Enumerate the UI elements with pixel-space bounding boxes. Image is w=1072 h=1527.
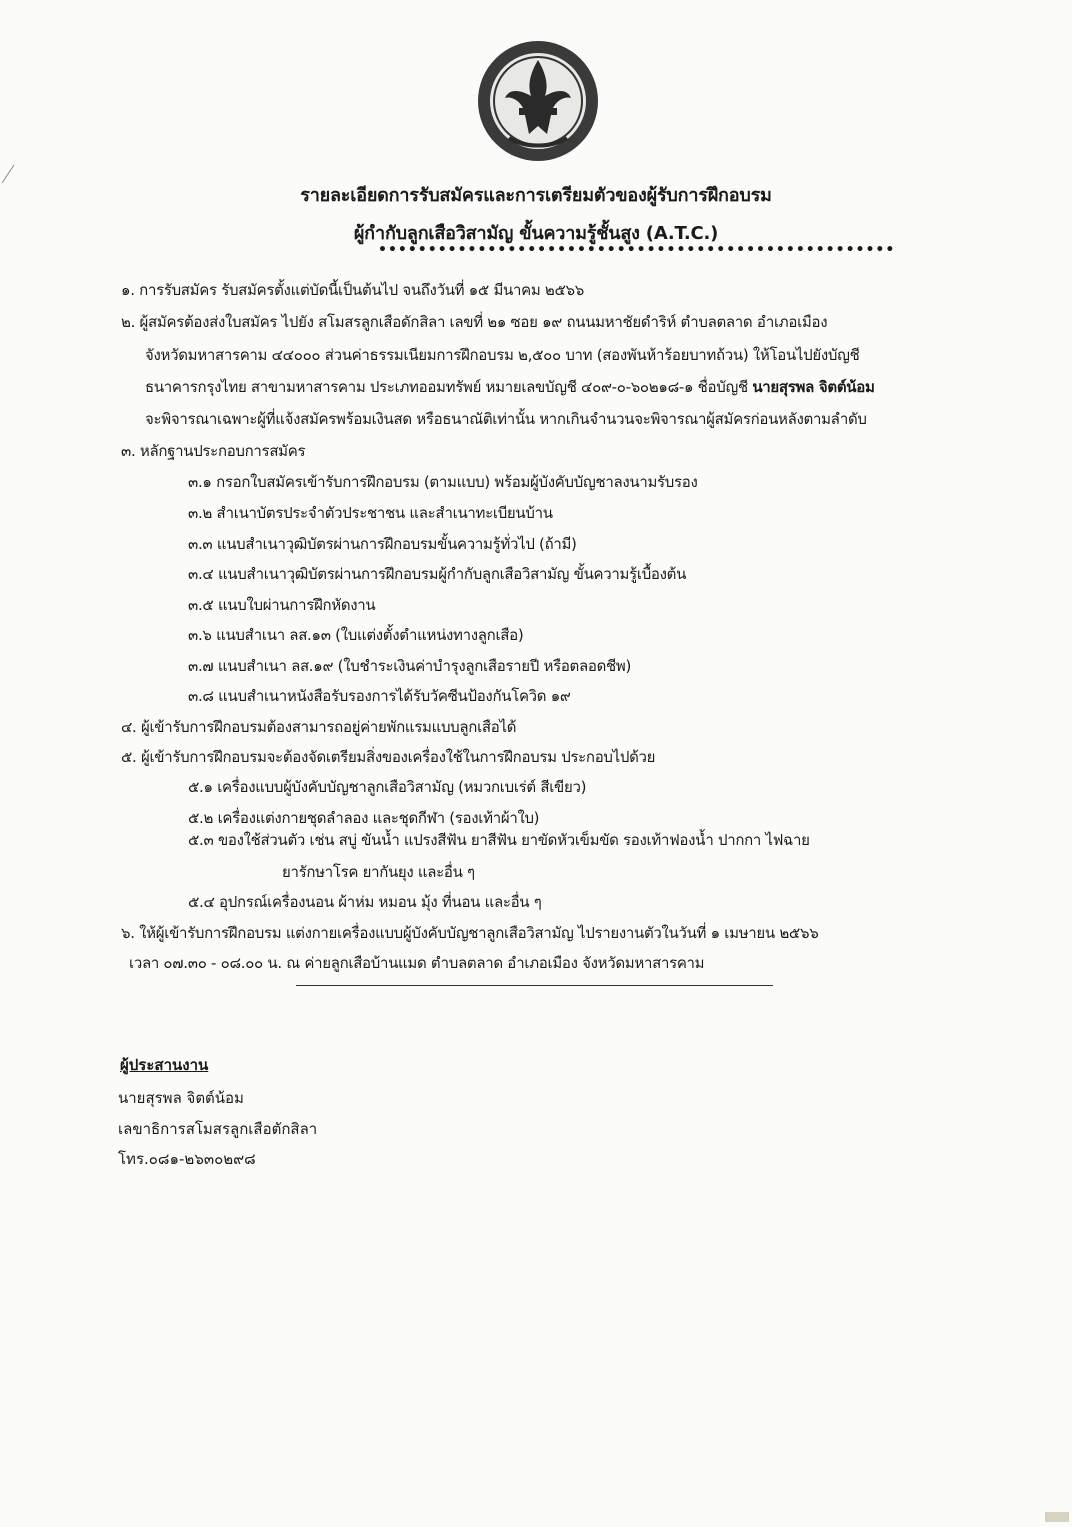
- item-2-condition: จะพิจารณาเฉพาะผู้ที่แจ้งสมัครพร้อมเงินสด หรือธนาณัติเท่านั้น หากเกินจำนวนจะพิจารณาผู้สมัครก่อนหลังตามลำดับ: [145, 410, 867, 428]
- item-2-application: ๒. ผู้สมัครต้องส่งใบสมัคร ไปยัง สโมสรลูกเสือดักสิลา เลขที่ ๒๑ ซอย ๑๙ ถนนมหาชัยดำริห์ ตำบลตลาด อำเภอเมือง: [121, 313, 828, 331]
- item-4: ๔. ผู้เข้ารับการฝึกอบรมต้องสามารถอยู่ค่ายพักแรมแบบลูกเสือได้: [121, 718, 517, 736]
- item-3-4: ๓.๔ แนบสำเนาวุฒิบัตรผ่านการฝึกอบรมผู้กำกับลูกเสือวิสามัญ ขั้นความรู้เบื้องต้น: [188, 565, 687, 583]
- item-3-3: ๓.๓ แนบสำเนาวุฒิบัตรผ่านการฝึกอบรมขั้นความรู้ทั่วไป (ถ้ามี): [188, 535, 577, 553]
- item-3-1: ๓.๑ กรอกใบสมัครเข้ารับการฝึกอบรม (ตามแบบ) พร้อมผู้บังคับบัญชาลงนามรับรอง: [188, 473, 698, 491]
- item-3-8: ๓.๘ แนบสำเนาหนังสือรับรองการได้รับวัคซีนป้องกันโควิด ๑๙: [188, 687, 571, 705]
- item-5-1: ๕.๑ เครื่องแบบผู้บังคับบัญชาลูกเสือวิสามัญ (หมวกเบเร่ต์ สีเขียว): [188, 778, 587, 796]
- item-1-registration: ๑. การรับสมัคร รับสมัครตั้งแต่บัดนี้เป็นต้นไป จนถึงวันที่ ๑๕ มีนาคม ๒๕๖๖: [121, 281, 584, 299]
- item-3-2: ๓.๒ สำเนาบัตรประจำตัวประชาชน และสำเนาทะเบียนบ้าน: [188, 504, 553, 522]
- item-3-heading: ๓. หลักฐานประกอบการสมัคร: [121, 442, 306, 460]
- item-5-3: ๕.๓ ของใช้ส่วนตัว เช่น สบู่ ขันน้ำ แปรงสีฟัน ยาสีฟัน ยาขัดหัวเข็มขัด รองเท้าฟองน้ำ ปากกา ไฟฉาย: [188, 831, 810, 849]
- scout-seal-emblem: [475, 38, 601, 164]
- item-2-bank: [145, 375, 875, 399]
- document-subtitle: ผู้กำกับลูกเสือวิสามัญ ขั้นความรู้ชั้นสูง (A.T.C.): [353, 223, 719, 244]
- item-6-time-place: เวลา ๐๗.๓๐ - ๐๘.๐๐ น. ณ ค่ายลูกเสือบ้านแมด ตำบลตลาด อำเภอเมือง จังหวัดมหาสารคาม: [129, 954, 705, 972]
- item-5-3-continued: ยารักษาโรค ยากันยุง และอื่น ๆ: [282, 863, 475, 881]
- item-6: ๖. ให้ผู้เข้ารับการฝึกอบรม แต่งกายเครื่องแบบผู้บังคับบัญชาลูกเสือวิสามัญ ไปรายงานตัวในวันที่ ๑ เมษายน ๒๕๖๖: [121, 924, 819, 942]
- account-holder-name: นายสุรพล จิตต์น้อม: [752, 378, 875, 396]
- item-3-6: ๓.๖ แนบสำเนา ลส.๑๓ (ใบแต่งตั้งตำแหน่งทางลูกเสือ): [188, 626, 524, 644]
- coordinator-name: นายสุรพล จิตต์น้อม: [118, 1089, 244, 1107]
- closing-rule: [296, 985, 773, 986]
- item-3-5: ๓.๕ แนบใบผ่านการฝึกหัดงาน: [188, 596, 376, 614]
- document-title: รายละเอียดการรับสมัครและการเตรียมตัวของผู้รับการฝึกอบรม: [300, 185, 772, 206]
- dotted-separator: ••••••••••••••••••••••••••••••••••••••••••••••••••••: [378, 242, 896, 258]
- scan-mark-decoration: [0, 135, 30, 185]
- item-5-heading: ๕. ผู้เข้ารับการฝึกอบรมจะต้องจัดเตรียมสิ่งของเครื่องใช้ในการฝึกอบรม ประกอบไปด้วย: [121, 748, 656, 766]
- corner-stamp-mark: [1045, 1512, 1069, 1522]
- coordinator-position: เลขาธิการสโมสรลูกเสือตักสิลา: [118, 1120, 318, 1138]
- coordinator-heading: ผู้ประสานงาน: [120, 1056, 209, 1074]
- item-5-4: ๕.๔ อุปกรณ์เครื่องนอน ผ้าห่ม หมอน มุ้ง ที่นอน และอื่น ๆ: [188, 893, 542, 911]
- coordinator-phone: โทร.๐๘๑-๒๖๓๐๒๙๘: [118, 1150, 256, 1168]
- item-5-2: ๕.๒ เครื่องแต่งกายชุดลำลอง และชุดกีฬา (รองเท้าผ้าใบ): [188, 809, 540, 827]
- item-2-fee: จังหวัดมหาสารคาม ๔๔๐๐๐ ส่วนค่าธรรมเนียมการฝึกอบรม ๒,๕๐๐ บาท (สองพันห้าร้อยบาทถ้วน) ให้โอนไปยังบัญชี: [145, 346, 860, 364]
- item-3-7: ๓.๗ แนบสำเนา ลส.๑๙ (ใบชำระเงินค่าบำรุงลูกเสือรายปี หรือตลอดชีพ): [188, 657, 632, 675]
- bank-account-text: ธนาคารกรุงไทย สาขามหาสารคาม ประเภทออมทรัพย์ หมายเลขบัญชี ๔๐๙-๐-๖๐๒๑๘-๑ ชื่อบัญชี: [145, 378, 748, 396]
